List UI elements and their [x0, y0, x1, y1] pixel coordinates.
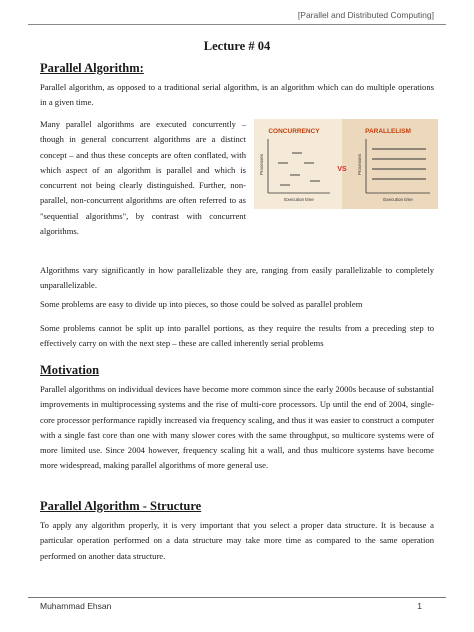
concurrency-y-label: Processes: [259, 153, 264, 175]
section-heading-motivation: Motivation: [40, 363, 100, 377]
header-divider: [28, 24, 446, 25]
parallelism-y-label: Processes: [357, 153, 362, 175]
paragraph-parallelizability: Algorithms vary significantly in how parallelizable they are, ranging from easily parallelizable to completely unparallelizable.: [40, 265, 434, 291]
page-number: 1: [417, 601, 422, 611]
parallelism-x-label: Execution time: [383, 197, 413, 202]
concurrency-vs-parallelism-figure: [254, 119, 438, 209]
paragraph-concurrency: Many parallel algorithms are executed concurrently – though in general concurrent algorithms are a distinct concept – and thus these concepts are often conflated, with which aspect of an algorithm is parallel and which is concurrent not being clearly distinguished. Further, non-parallel, non-concurrent algorithms are often referred to as "sequential algorithms", by contrast with concurrent algorithms.: [40, 119, 246, 237]
paragraph-motivation: Parallel algorithms on individual devices have become more common since the early 2000s because of substantial improvements in multiprocessing systems and the rise of multi-core processors. Up until the end of 2004, single-core processor performance rapidly increased via frequency scaling, and thus it was easier to construct a computer with a single fast core than one with many slower cores with the same throughput, so multicore systems were of more limited use. Since 2004 however, frequency scaling hit a wall, and thus multicore systems have become more widespread, making parallel algorithms of more general use.: [40, 384, 434, 471]
parallelism-title: PARALLELISM: [365, 128, 411, 135]
paragraph-structure: To apply any algorithm properly, it is very important that you select a proper data structure. It is because a particular operation performed on a data structure may take more time as compared to the same operation performed on another data structure.: [40, 520, 434, 561]
lecture-title: Lecture # 04: [203, 39, 271, 53]
course-header: [Parallel and Distributed Computing]: [297, 10, 434, 20]
section-heading-parallel-algorithm: Parallel Algorithm:: [40, 61, 144, 75]
paragraph-definition: Parallel algorithm, as opposed to a traditional serial algorithm, is an algorithm which can do multiple operations in a given time.: [40, 82, 434, 108]
paragraph-serial-problems: Some problems cannot be split up into parallel portions, as they require the results from a preceding step to effectively carry on with the next step – these are called inherently serial problems: [40, 323, 434, 349]
paragraph-easy-problems: Some problems are easy to divide up into pieces, so those could be solved as parallel problem: [40, 299, 363, 309]
concurrency-title: CONCURRENCY: [268, 128, 320, 135]
footer-divider: [28, 597, 446, 598]
section-heading-structure: Parallel Algorithm - Structure: [40, 499, 202, 513]
footer-author: Muhammad Ehsan: [40, 601, 112, 611]
concurrency-x-label: Execution time: [284, 197, 314, 202]
vs-label: VS: [337, 166, 347, 173]
